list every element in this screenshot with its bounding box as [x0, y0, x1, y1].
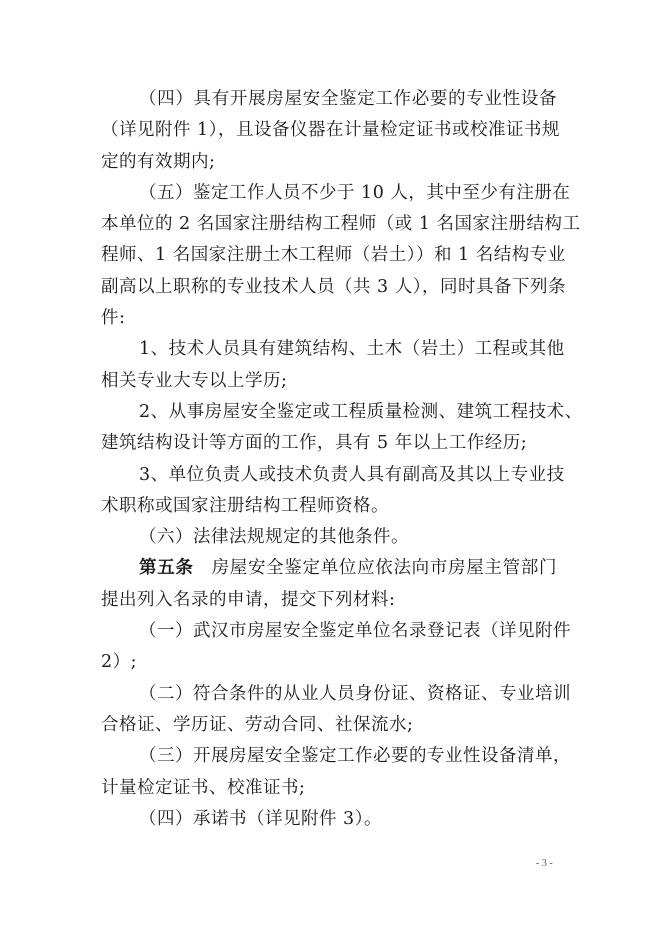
- paragraph-article-5: [101, 553, 557, 616]
- text-line: 件:: [101, 308, 126, 329]
- paragraph-material-1: [101, 616, 571, 679]
- paragraph-item-6-other: [101, 522, 557, 553]
- text-line: 3、单位负责人或技术负责人具有副高及其以上专业技: [139, 464, 565, 485]
- page-number: - 3 -: [536, 858, 553, 869]
- text-line: （详见附件 1），且设备仪器在计量检定证书或校准证书规: [101, 120, 560, 141]
- text-line: 建筑结构设计等方面的工作，具有 5 年以上工作经历;: [101, 433, 528, 454]
- text-line: （四）具有开展房屋安全鉴定工作必要的专业性设备: [139, 89, 557, 109]
- paragraph-sub-2-experience: [101, 397, 583, 460]
- text-line: （二）符合条件的从业人员身份证、资格证、专业培训: [139, 683, 571, 704]
- text-line: [101, 553, 557, 584]
- text-line: 相关专业大专以上学历;: [101, 370, 288, 391]
- article-heading: 第五条: [139, 558, 194, 579]
- text-line: 程师、1 名国家注册土木工程师（岩土））和 1 名结构专业: [101, 245, 566, 266]
- paragraph-material-4: [101, 804, 557, 835]
- text-line: （一）武汉市房屋安全鉴定单位名录登记表（详见附件: [139, 621, 571, 642]
- text-line: 1、技术人员具有建筑结构、土木（岩土）工程或其他: [139, 339, 565, 360]
- text-line: 提出列入名录的申请，提交下列材料:: [101, 589, 396, 610]
- paragraph-material-3: [101, 741, 571, 804]
- text-line: 计量检定证书、校准证书;: [101, 777, 306, 798]
- paragraph-item-5-staff: [101, 178, 581, 334]
- text-line: 副高以上职称的专业技术人员（共 3 人），同时具备下列条: [101, 276, 567, 297]
- text-line: 2、从事房屋安全鉴定或工程质量检测、建筑工程技术、: [139, 401, 583, 422]
- paragraph-sub-3-qualification: [101, 460, 565, 523]
- paragraph-sub-1-education: [101, 334, 565, 397]
- text-line: 本单位的 2 名国家注册结构工程师（或 1 名国家注册结构工: [101, 214, 581, 235]
- text-line: 合格证、学历证、劳动合同、社保流水;: [101, 714, 414, 735]
- paragraph-material-2: [101, 679, 571, 742]
- document-body: [101, 84, 583, 835]
- article-text: 房屋安全鉴定单位应依法向市房屋主管部门: [211, 558, 558, 579]
- text-line: （三）开展房屋安全鉴定工作必要的专业性设备清单，: [139, 746, 571, 767]
- text-line: 术职称或国家注册结构工程师资格。: [101, 495, 389, 516]
- text-line: 定的有效期内;: [101, 151, 216, 172]
- text-line: （五）鉴定工作人员不少于 10 人，其中至少有注册在: [139, 182, 571, 203]
- text-line: 2）;: [101, 652, 138, 673]
- text-line: （四）承诺书（详见附件 3）。: [139, 808, 382, 829]
- text-line: （六）法律法规规定的其他条件。: [139, 527, 409, 548]
- paragraph-item-4-equipment: [101, 84, 560, 178]
